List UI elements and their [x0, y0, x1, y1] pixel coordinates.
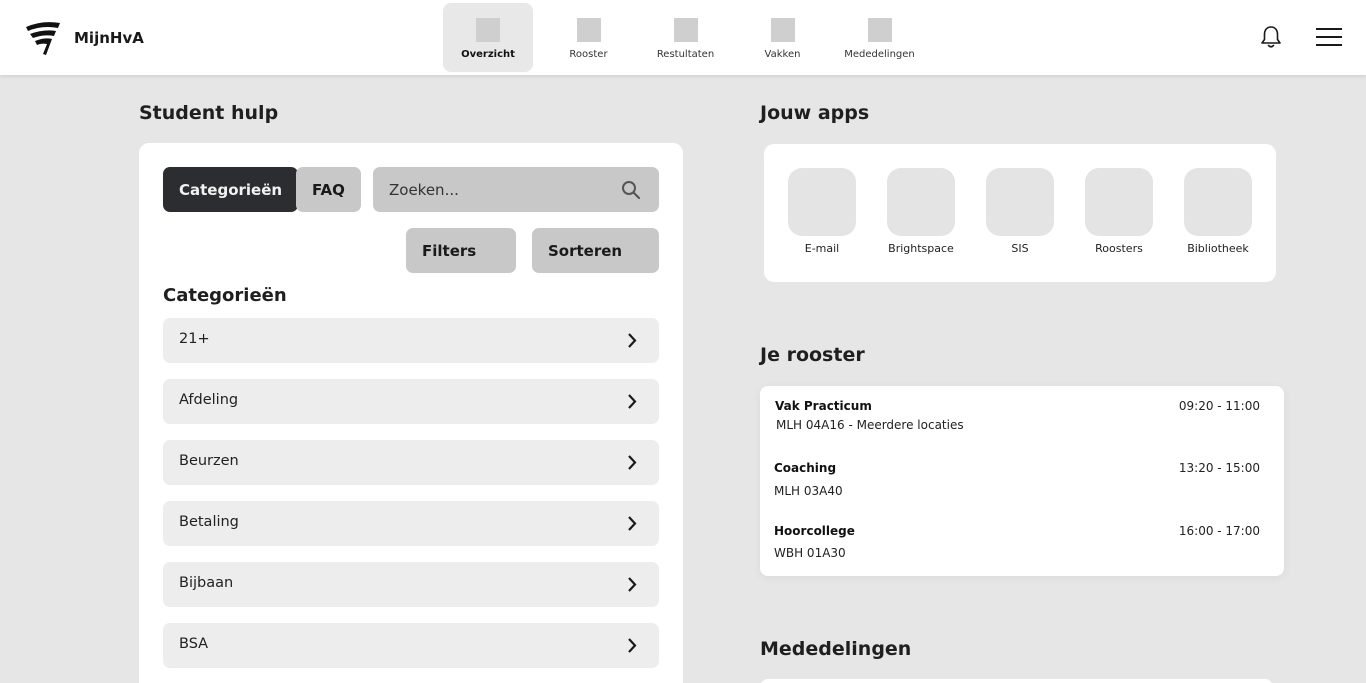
category-item[interactable] — [163, 501, 659, 546]
categories-list — [163, 318, 659, 683]
announcements-card[interactable] — [760, 679, 1273, 683]
student-help-title: Student hulp — [139, 102, 279, 124]
announcements-title: Mededelingen — [760, 638, 912, 660]
event-time: 16:00 - 17:00 — [1178, 524, 1260, 538]
schedule-card[interactable] — [760, 386, 1284, 576]
sis-app-icon — [986, 168, 1054, 236]
chevron-right-icon — [627, 576, 637, 593]
search-bar — [373, 167, 659, 212]
restultaten-icon — [674, 18, 698, 42]
event-time: 13:20 - 15:00 — [1178, 461, 1260, 475]
chevron-right-icon — [627, 515, 637, 532]
brightspace-app-icon — [887, 168, 955, 236]
hamburger-menu-icon[interactable] — [1315, 26, 1343, 48]
app-sis[interactable] — [980, 168, 1060, 255]
nav-overzicht[interactable] — [443, 3, 533, 72]
nav-label: Overzicht — [461, 49, 515, 60]
nav-vakken[interactable] — [734, 3, 831, 72]
app-label: SIS — [1011, 242, 1029, 255]
roosters-app-icon — [1085, 168, 1153, 236]
bell-icon[interactable] — [1258, 24, 1284, 50]
categories-tab-button[interactable]: Categorieën — [163, 167, 298, 212]
event-location: WBH 01A30 — [774, 546, 846, 560]
vakken-icon — [771, 18, 795, 42]
email-app-icon — [788, 168, 856, 236]
brand-name: MijnHvA — [74, 29, 144, 47]
overzicht-icon — [476, 18, 500, 42]
category-label: Beurzen — [179, 453, 239, 469]
event-name: Vak Practicum — [775, 399, 872, 413]
app-roosters[interactable] — [1079, 168, 1159, 255]
event-location: MLH 03A40 — [774, 484, 843, 498]
app-label: Bibliotheek — [1187, 242, 1249, 255]
category-label: Bijbaan — [179, 575, 234, 591]
category-item[interactable] — [163, 623, 659, 668]
nav-label: Restultaten — [656, 49, 715, 60]
top-navigation-bar — [0, 0, 1366, 75]
event-name: Coaching — [774, 461, 837, 475]
event-location: MLH 04A16 - Meerdere locaties — [776, 418, 964, 432]
brand[interactable] — [24, 18, 144, 58]
chevron-right-icon — [627, 637, 637, 654]
event-name: Hoorcollege — [774, 524, 855, 538]
category-label: BSA — [179, 636, 209, 652]
category-label: 21+ — [179, 331, 210, 347]
app-brightspace[interactable] — [881, 168, 961, 255]
app-bibliotheek[interactable] — [1178, 168, 1258, 255]
nav-rooster[interactable] — [540, 3, 637, 72]
sort-label: Sorteren — [548, 241, 623, 260]
app-label: Brightspace — [888, 242, 954, 255]
nav-label: Rooster — [569, 49, 608, 60]
apps-title: Jouw apps — [760, 102, 870, 124]
search-input[interactable] — [389, 167, 609, 212]
rooster-icon — [577, 18, 601, 42]
app-label: E-mail — [804, 242, 840, 255]
main-nav — [443, 3, 928, 72]
student-help-card — [139, 143, 683, 683]
apps-card — [764, 144, 1276, 282]
hva-logo-icon — [24, 19, 62, 57]
categories-heading: Categorieën — [163, 285, 287, 306]
filters-label: Filters — [422, 241, 477, 260]
nav-label: Vakken — [764, 49, 801, 60]
mededelingen-icon — [868, 18, 892, 42]
nav-label: Mededelingen — [844, 49, 915, 60]
filters-button[interactable] — [406, 228, 516, 273]
category-item[interactable] — [163, 379, 659, 424]
category-label: Afdeling — [179, 392, 239, 408]
category-item[interactable] — [163, 562, 659, 607]
event-time: 09:20 - 11:00 — [1178, 399, 1260, 413]
chevron-right-icon — [627, 454, 637, 471]
sort-button[interactable] — [532, 228, 659, 273]
chevron-right-icon — [627, 393, 637, 410]
app-label: Roosters — [1095, 242, 1143, 255]
chevron-right-icon — [627, 332, 637, 349]
schedule-title: Je rooster — [760, 344, 865, 366]
faq-tab-button[interactable]: FAQ — [296, 167, 361, 212]
category-item[interactable] — [163, 318, 659, 363]
nav-mededelingen[interactable] — [831, 3, 928, 72]
nav-restultaten[interactable] — [637, 3, 734, 72]
category-item[interactable] — [163, 440, 659, 485]
app-email[interactable] — [782, 168, 862, 255]
bibliotheek-app-icon — [1184, 168, 1252, 236]
category-label: Betaling — [179, 514, 239, 530]
search-icon[interactable] — [621, 180, 641, 200]
